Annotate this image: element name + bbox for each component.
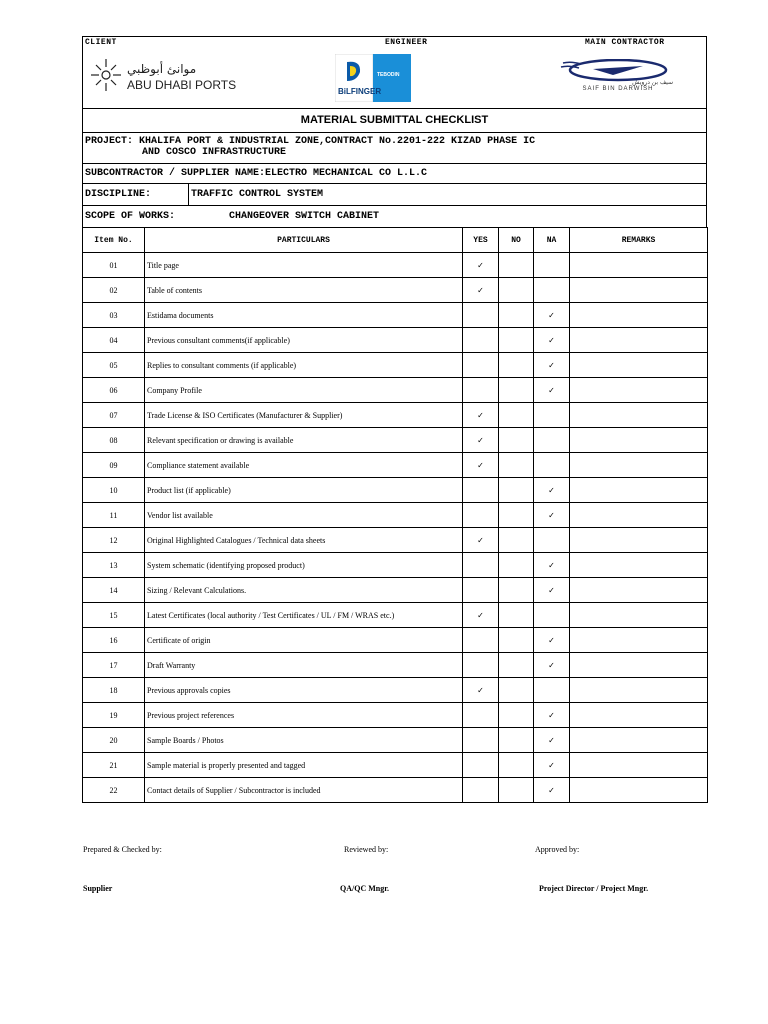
item-number: 09 (83, 453, 145, 478)
table-row (83, 753, 708, 778)
engineer-label: ENGINEER (385, 38, 428, 47)
item-number: 02 (83, 278, 145, 303)
remarks-cell (570, 278, 708, 303)
item-number: 11 (83, 503, 145, 528)
item-number: 04 (83, 328, 145, 353)
table-row (83, 453, 708, 478)
no-check (499, 578, 534, 603)
particular-text: Estidama documents (145, 303, 463, 328)
table-row (83, 528, 708, 553)
remarks-cell (570, 303, 708, 328)
approved-label: Approved by: (535, 845, 580, 854)
particular-text: Original Highlighted Catalogues / Technical data sheets (145, 528, 463, 553)
table-row (83, 503, 708, 528)
table-row (83, 403, 708, 428)
no-check (499, 253, 534, 278)
particular-text: Title page (145, 253, 463, 278)
subcontractor-field: SUBCONTRACTOR / SUPPLIER NAME:ELECTRO MECHANICAL CO L.L.C (82, 163, 707, 183)
director-signatory: Project Director / Project Mngr. (539, 884, 649, 893)
particular-text: Relevant specification or drawing is available (145, 428, 463, 453)
na-check (534, 678, 570, 703)
item-number: 12 (83, 528, 145, 553)
client-logo-text: ABU DHABI PORTS (127, 78, 237, 92)
particular-text: Company Profile (145, 378, 463, 403)
scope-label: SCOPE OF WORKS: (85, 211, 176, 222)
yes-check (463, 628, 499, 653)
yes-check: ✓ (463, 428, 499, 453)
no-header: NO (499, 228, 534, 253)
scope-value: CHANGEOVER SWITCH CABINET (229, 211, 380, 222)
na-check (534, 528, 570, 553)
yes-check: ✓ (463, 278, 499, 303)
yes-check (463, 503, 499, 528)
remarks-cell (570, 253, 708, 278)
yes-check (463, 778, 499, 803)
yes-check (463, 328, 499, 353)
na-check: ✓ (534, 728, 570, 753)
remarks-cell (570, 503, 708, 528)
item-number: 19 (83, 703, 145, 728)
remarks-cell (570, 628, 708, 653)
yes-check (463, 353, 499, 378)
remarks-cell (570, 678, 708, 703)
yes-check (463, 728, 499, 753)
particular-text: Sizing / Relevant Calculations. (145, 578, 463, 603)
client-label: CLIENT (85, 38, 117, 47)
particular-text: Replies to consultant comments (if applicable) (145, 353, 463, 378)
remarks-cell (570, 428, 708, 453)
saif-bin-darwish-logo (553, 59, 683, 91)
yes-check (463, 478, 499, 503)
particular-text: Previous project references (145, 703, 463, 728)
main-contractor-label: MAIN CONTRACTOR (585, 38, 665, 47)
no-check (499, 478, 534, 503)
prepared-label: Prepared & Checked by: (83, 845, 162, 854)
discipline-value: TRAFFIC CONTROL SYSTEM (191, 189, 324, 200)
table-row (83, 328, 708, 353)
no-check (499, 503, 534, 528)
remarks-cell (570, 353, 708, 378)
engineer-logo-sub: TEBODIN (377, 72, 400, 78)
reviewed-label: Reviewed by: (344, 845, 389, 854)
table-row (83, 253, 708, 278)
table-row (83, 653, 708, 678)
project-line-1: PROJECT: KHALIFA PORT & INDUSTRIAL ZONE,CONTRACT No.2201-222 KIZAD PHASE IC (85, 136, 536, 147)
particular-text: Latest Certificates (local authority / Test Certificates / UL / FM / WRAS etc.) (145, 603, 463, 628)
abu-dhabi-ports-logo (91, 55, 241, 95)
na-check: ✓ (534, 328, 570, 353)
scope-field (82, 205, 707, 227)
na-check: ✓ (534, 353, 570, 378)
table-row (83, 428, 708, 453)
na-check (534, 453, 570, 478)
table-row (83, 553, 708, 578)
no-check (499, 378, 534, 403)
item-number: 01 (83, 253, 145, 278)
discipline-field (82, 183, 707, 205)
no-check (499, 553, 534, 578)
yes-check: ✓ (463, 253, 499, 278)
na-check (534, 403, 570, 428)
item-no-header: Item No. (83, 228, 145, 253)
table-row (83, 303, 708, 328)
discipline-label: DISCIPLINE: (83, 184, 189, 205)
remarks-cell (570, 528, 708, 553)
na-check: ✓ (534, 478, 570, 503)
yes-check: ✓ (463, 603, 499, 628)
na-check (534, 428, 570, 453)
yes-check (463, 378, 499, 403)
particular-text: Certificate of origin (145, 628, 463, 653)
yes-check: ✓ (463, 403, 499, 428)
particular-text: System schematic (identifying proposed product) (145, 553, 463, 578)
na-check (534, 278, 570, 303)
particular-text: Sample Boards / Photos (145, 728, 463, 753)
particulars-header: PARTICULARS (145, 228, 463, 253)
no-check (499, 353, 534, 378)
particular-text: Previous consultant comments(if applicable) (145, 328, 463, 353)
table-row (83, 378, 708, 403)
particular-text: Vendor list available (145, 503, 463, 528)
table-row (83, 678, 708, 703)
yes-check (463, 753, 499, 778)
no-check (499, 678, 534, 703)
client-logo-arabic: موانئ أبوظبي (127, 62, 197, 76)
na-check: ✓ (534, 628, 570, 653)
particular-text: Trade License & ISO Certificates (Manufacturer & Supplier) (145, 403, 463, 428)
qaqc-signatory: QA/QC Mngr. (340, 884, 390, 893)
remarks-cell (570, 778, 708, 803)
remarks-cell (570, 578, 708, 603)
item-number: 07 (83, 403, 145, 428)
no-check (499, 703, 534, 728)
particular-text: Sample material is properly presented and tagged (145, 753, 463, 778)
no-check (499, 778, 534, 803)
no-check (499, 603, 534, 628)
supplier-signatory: Supplier (83, 884, 113, 893)
remarks-cell (570, 603, 708, 628)
remarks-cell (570, 328, 708, 353)
yes-check (463, 303, 499, 328)
na-check (534, 253, 570, 278)
engineer-logo-text: BiLFINGER (338, 87, 382, 96)
table-row (83, 478, 708, 503)
remarks-cell (570, 403, 708, 428)
particular-text: Compliance statement available (145, 453, 463, 478)
na-check: ✓ (534, 303, 570, 328)
no-check (499, 753, 534, 778)
table-row (83, 728, 708, 753)
table-row (83, 278, 708, 303)
particular-text: Previous approvals copies (145, 678, 463, 703)
particular-text: Contact details of Supplier / Subcontractor is included (145, 778, 463, 803)
table-row (83, 603, 708, 628)
no-check (499, 528, 534, 553)
item-number: 05 (83, 353, 145, 378)
remarks-header: REMARKS (570, 228, 708, 253)
no-check (499, 628, 534, 653)
yes-check: ✓ (463, 528, 499, 553)
no-check (499, 278, 534, 303)
yes-check (463, 703, 499, 728)
checklist-table (82, 227, 708, 803)
na-header: NA (534, 228, 570, 253)
item-number: 21 (83, 753, 145, 778)
bilfinger-logo (335, 54, 411, 102)
item-number: 10 (83, 478, 145, 503)
item-number: 20 (83, 728, 145, 753)
yes-header: YES (463, 228, 499, 253)
table-row (83, 578, 708, 603)
contractor-logo-text: SAIF BIN DARWISH (582, 86, 654, 91)
yes-check (463, 653, 499, 678)
item-number: 16 (83, 628, 145, 653)
item-number: 13 (83, 553, 145, 578)
remarks-cell (570, 478, 708, 503)
remarks-cell (570, 753, 708, 778)
na-check: ✓ (534, 653, 570, 678)
na-check: ✓ (534, 553, 570, 578)
remarks-cell (570, 553, 708, 578)
item-number: 14 (83, 578, 145, 603)
table-row (83, 628, 708, 653)
na-check: ✓ (534, 503, 570, 528)
na-check: ✓ (534, 778, 570, 803)
no-check (499, 328, 534, 353)
header-logos (82, 36, 707, 108)
na-check: ✓ (534, 703, 570, 728)
yes-check: ✓ (463, 453, 499, 478)
na-check (534, 603, 570, 628)
item-number: 06 (83, 378, 145, 403)
particular-text: Product list (if applicable) (145, 478, 463, 503)
table-row (83, 353, 708, 378)
remarks-cell (570, 728, 708, 753)
item-number: 18 (83, 678, 145, 703)
yes-check (463, 553, 499, 578)
remarks-cell (570, 703, 708, 728)
yes-check (463, 578, 499, 603)
item-number: 08 (83, 428, 145, 453)
table-row (83, 703, 708, 728)
project-line-2: AND COSCO INFRASTRUCTURE (142, 147, 287, 158)
yes-check: ✓ (463, 678, 499, 703)
table-row (83, 778, 708, 803)
no-check (499, 653, 534, 678)
remarks-cell (570, 453, 708, 478)
item-number: 22 (83, 778, 145, 803)
no-check (499, 453, 534, 478)
item-number: 03 (83, 303, 145, 328)
na-check: ✓ (534, 753, 570, 778)
na-check: ✓ (534, 378, 570, 403)
na-check: ✓ (534, 578, 570, 603)
no-check (499, 728, 534, 753)
contractor-logo-arabic: سيف بن درويش (632, 79, 673, 86)
item-number: 15 (83, 603, 145, 628)
no-check (499, 428, 534, 453)
table-header-row (83, 228, 708, 253)
particular-text: Draft Warranty (145, 653, 463, 678)
no-check (499, 403, 534, 428)
no-check (499, 303, 534, 328)
checklist-sheet (82, 36, 707, 803)
remarks-cell (570, 378, 708, 403)
remarks-cell (570, 653, 708, 678)
particular-text: Table of contents (145, 278, 463, 303)
item-number: 17 (83, 653, 145, 678)
page-title: MATERIAL SUBMITTAL CHECKLIST (82, 108, 707, 132)
project-field (82, 132, 707, 163)
